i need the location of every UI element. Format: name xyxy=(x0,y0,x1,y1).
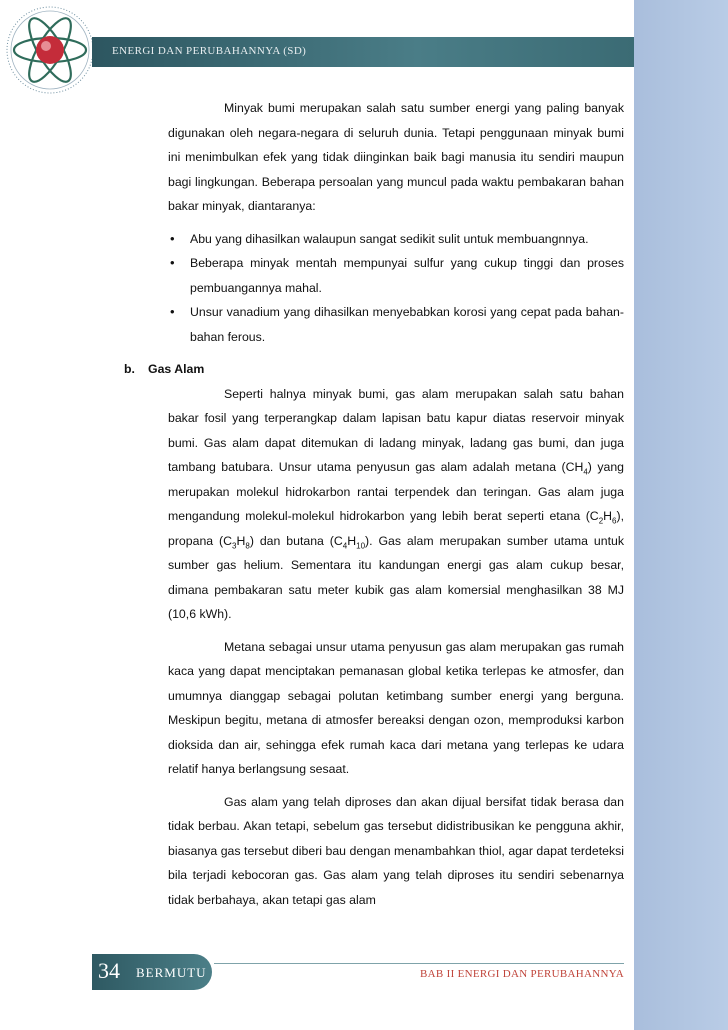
footer-label: BERMUTU xyxy=(136,965,207,980)
chapter-title: BAB II ENERGI DAN PERUBAHANNYA xyxy=(420,968,624,980)
page-body xyxy=(124,96,625,912)
gas-alam-paragraph-3: Gas alam yang telah diproses dan akan dijual bersifat tidak berasa dan tidak berbau. Akan tetapi, sebelum gas tersebut didistribusikan ke pengguna akhir, biasanya gas tersebut diberi bau dengan menambahkan thiol, agar dapat terdeteksi bila terjadi kebocoran gas. Gas alam yang telah diproses itu sendiri sebenarnya tidak berbahaya, akan tetapi gas alam xyxy=(168,794,624,907)
section-label: b. xyxy=(124,362,135,376)
atom-logo-icon xyxy=(0,0,100,100)
intro-paragraph: Minyak bumi merupakan salah satu sumber energi yang paling banyak digunakan oleh negara-negara di seluruh dunia. Tetapi penggunaan minyak bumi ini menimbulkan efek yang tidak diinginkan baik bagi manusia itu sendiri maupun bagi lingkungan. Beberapa persoalan yang muncul pada waktu pembakaran bahan bakar minyak, diantaranya: xyxy=(168,101,624,213)
footer-divider xyxy=(214,963,624,964)
page-badge xyxy=(92,954,212,990)
list-item: • Unsur vanadium yang dihasilkan menyebabkan korosi yang cepat pada bahan-bahan ferous. xyxy=(168,300,624,349)
gas-alam-paragraph-1: Seperti halnya minyak bumi, gas alam merupakan salah satu bahan bakar fosil yang terperangkap dalam lapisan batu kapur diatas reservoir minyak bumi. Gas alam dapat ditemukan di ladang minyak, ladang gas bumi, dan juga tambang batubara. Unsur utama penyusun gas alam adalah metana $(CH_4)$ yang merupakan molekul hidrokarbon rantai terpendek dan teringan. Gas alam juga mengandung molekul-molekul hidrokarbon yang lebih berat seperti etana $(C_2H_6)$, propana $(C_3H_8)$ dan butana $(C_4H_{10})$. Gas alam merupakan sumber utama untuk sumber gas helium. Sementara itu kandungan energi gas alam cukup besar, dimana pembakaran satu meter kubik gas alam komersial menghasilkan 38 MJ (10,6 kWh). xyxy=(168,386,625,621)
page-number: 34 xyxy=(98,958,120,983)
running-header-title: ENERGI DAN PERUBAHANNYA (SD) xyxy=(112,45,307,57)
list-item: • Abu yang dihasilkan walaupun sangat sedikit sulit untuk membuangnnya. xyxy=(168,227,624,252)
section-title: Gas Alam xyxy=(148,362,205,376)
problem-list xyxy=(148,227,624,350)
list-item: • Beberapa minyak mentah mempunyai sulfur yang cukup tinggi dan proses pembuangannya mahal. xyxy=(168,251,624,300)
gas-alam-paragraph-2: Metana sebagai unsur utama penyusun gas alam merupakan gas rumah kaca yang dapat menciptakan pemanasan global ketika terlepas ke atmosfer, dan umumnya dianggap sebagai polutan ketimbang sumber energi yang berguna. Meskipun begitu, metana di atmosfer bereaksi dengan ozon, memproduksi karbon dioksida dan air, sehingga efek rumah kaca dari metana yang terlepas ke udara relatif hanya berlangsung sesaat. xyxy=(168,639,624,776)
section-heading xyxy=(124,357,624,382)
side-decoration-bar xyxy=(634,0,728,1030)
header-band xyxy=(92,37,634,67)
